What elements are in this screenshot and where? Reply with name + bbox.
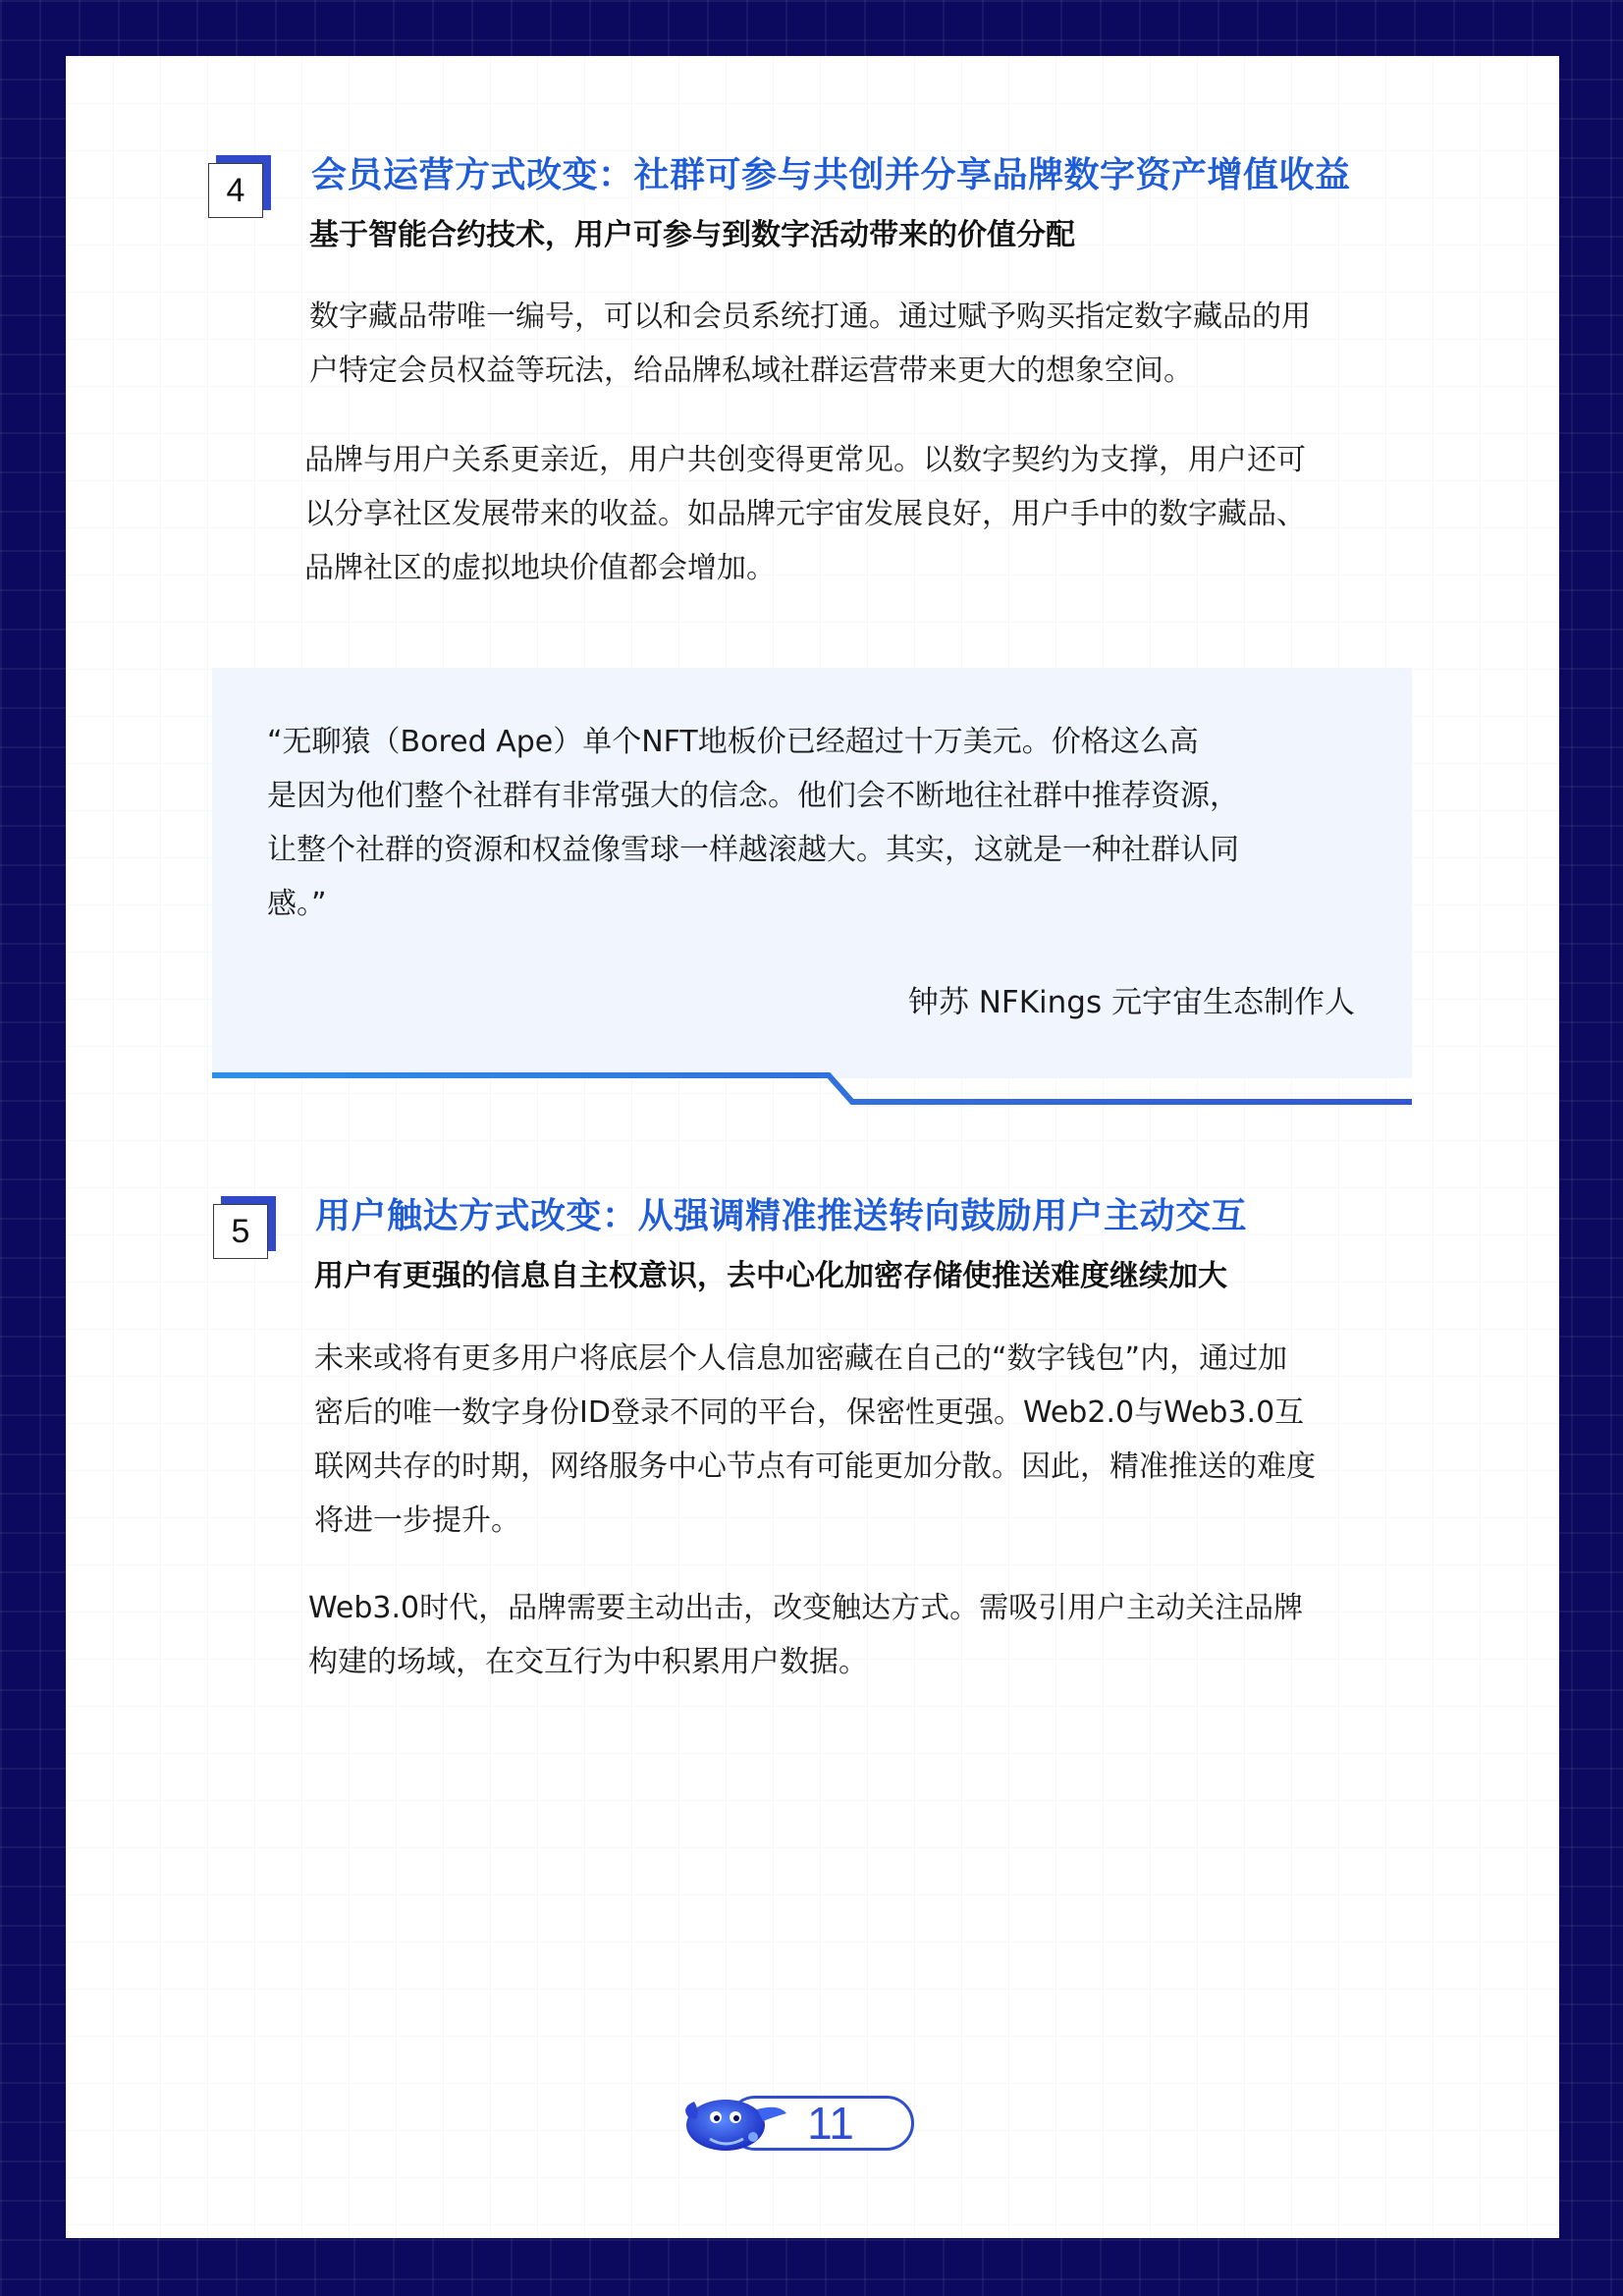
text-line: 密后的唯一数字身份ID登录不同的平台，保密性更强。Web2.0与Web3.0互 [314, 1395, 1305, 1430]
section-5-paragraph-2 [308, 1581, 1303, 1689]
section-5-number-badge [213, 1204, 268, 1259]
text-line: 数字藏品带唯一编号，可以和会员系统打通。通过赋予购买指定数字藏品的用 [309, 300, 1311, 334]
quote-text [267, 715, 1239, 931]
section-5-paragraph-1 [314, 1332, 1316, 1548]
page-number: 11 [807, 2098, 854, 2149]
mascot-icon [680, 2088, 790, 2157]
quote-underline [212, 1068, 1412, 1108]
text-line: 以分享社区发展带来的收益。如品牌元宇宙发展良好，用户手中的数字藏品、 [304, 497, 1306, 531]
text-line: 联网共存的时期，网络服务中心节点有可能更加分散。因此，精准推送的难度 [314, 1449, 1316, 1484]
quote-line: 感。” [267, 887, 327, 921]
section-5-title: 用户触达方式改变：从强调精准推送转向鼓励用户主动交互 [315, 1196, 1248, 1236]
section-4-title: 会员运营方式改变：社群可参与共创并分享品牌数字资产增值收益 [311, 155, 1351, 195]
section-4-number: 4 [208, 163, 263, 218]
page-number-badge [680, 2082, 926, 2160]
text-line: 未来或将有更多用户将底层个人信息加密藏在自己的“数字钱包”内，通过加 [314, 1341, 1288, 1376]
text-line: Web3.0时代，品牌需要主动出击，改变触达方式。需吸引用户主动关注品牌 [308, 1591, 1304, 1625]
text-line: 品牌社区的虚拟地块价值都会增加。 [304, 551, 776, 585]
section-5-subtitle: 用户有更强的信息自主权意识，去中心化加密存储使推送难度继续加大 [314, 1259, 1227, 1293]
section-4-number-badge [208, 163, 263, 218]
quote-line: 让整个社群的资源和权益像雪球一样越滚越大。其实，这就是一种社群认同 [267, 833, 1239, 867]
text-line: 品牌与用户关系更亲近，用户共创变得更常见。以数字契约为支撑，用户还可 [304, 443, 1306, 477]
quote-author: 钟苏 NFKings 元宇宙生态制作人 [907, 985, 1355, 1020]
section-4-paragraph-1 [309, 290, 1311, 398]
text-line: 构建的场域，在交互行为中积累用户数据。 [308, 1645, 868, 1679]
quote-line: “无聊猿（Bored Ape）单个NFT地板价已经超过十万美元。价格这么高 [267, 725, 1199, 759]
quote-line: 是因为他们整个社群有非常强大的信念。他们会不断地往社群中推荐资源， [267, 779, 1239, 813]
section-4-subtitle: 基于智能合约技术，用户可参与到数字活动带来的价值分配 [309, 218, 1075, 252]
text-line: 户特定会员权益等玩法，给品牌私域社群运营带来更大的想象空间。 [309, 354, 1193, 388]
section-5-number: 5 [213, 1204, 268, 1259]
text-line: 将进一步提升。 [314, 1503, 520, 1538]
section-4-paragraph-2 [304, 433, 1306, 595]
